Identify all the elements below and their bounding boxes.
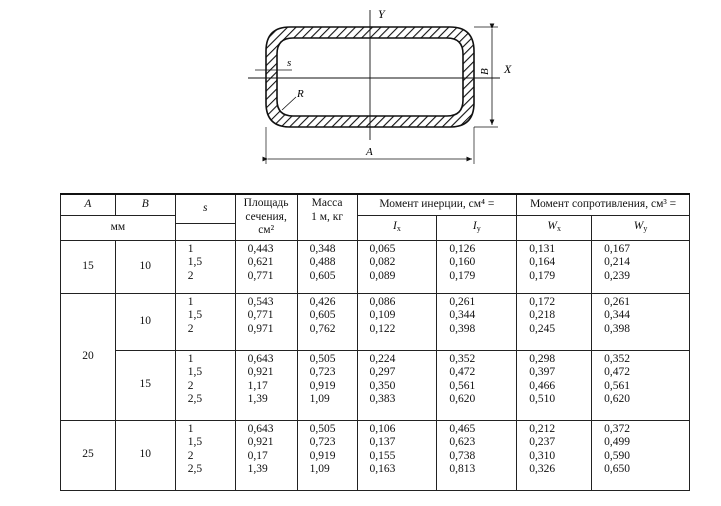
cell-b: 10 <box>115 420 175 490</box>
cell-iy: 0,126 0,160 0,179 <box>437 240 517 293</box>
cell-area: 0,643 0,921 0,17 1,39 <box>235 420 297 490</box>
cell-s: 1 1,5 2 2,5 <box>175 420 235 490</box>
cell-ix: 0,106 0,137 0,155 0,163 <box>357 420 437 490</box>
tube-specification-table <box>60 193 690 491</box>
header-resist: Момент сопротивления, см³ = <box>517 194 690 216</box>
cell-iy: 0,465 0,623 0,738 0,813 <box>437 420 517 490</box>
tube-cross-section-diagram <box>0 0 721 190</box>
s-label: s <box>287 57 292 69</box>
cell-wy: 0,167 0,214 0,239 <box>592 240 690 293</box>
cell-mass: 0,348 0,488 0,605 <box>297 240 357 293</box>
cell-area: 0,443 0,621 0,771 <box>235 240 297 293</box>
header-ix: $I_x$ <box>357 216 437 241</box>
cell-a-20: 20 <box>61 293 116 420</box>
cell-iy: 0,261 0,344 0,398 <box>437 293 517 350</box>
cell-mass: 0,426 0,605 0,762 <box>297 293 357 350</box>
cell-b: 15 <box>115 350 175 420</box>
cell-wy: 0,261 0,344 0,398 <box>592 293 690 350</box>
header-mass: Масса 1 м, кг <box>297 194 357 240</box>
cell-ix: 0,086 0,109 0,122 <box>357 293 437 350</box>
cell-a-15: 15 <box>61 240 116 293</box>
cell-mass: 0,505 0,723 0,919 1,09 <box>297 420 357 490</box>
header-inertia: Момент инерции, см⁴ = <box>357 194 517 216</box>
cell-s: 1 1,5 2 <box>175 293 235 350</box>
header-iy: $I_y$ <box>437 216 517 241</box>
cell-wy: 0,372 0,499 0,590 0,650 <box>592 420 690 490</box>
cell-iy: 0,352 0,472 0,561 0,620 <box>437 350 517 420</box>
header-b: B <box>115 194 175 216</box>
a-label: A <box>366 146 373 158</box>
cell-b: 10 <box>115 240 175 293</box>
header-mm: мм <box>61 216 176 241</box>
cell-wy: 0,352 0,472 0,561 0,620 <box>592 350 690 420</box>
header-wx: $W_x$ <box>517 216 592 241</box>
x-axis-label: X <box>504 62 512 76</box>
cell-a-25: 25 <box>61 420 116 490</box>
y-axis-label: Y <box>378 7 385 21</box>
cell-wx: 0,131 0,164 0,179 <box>517 240 592 293</box>
header-wy: $W_y$ <box>592 216 690 241</box>
cell-ix: 0,224 0,297 0,350 0,383 <box>357 350 437 420</box>
cell-s: 1 1,5 2 2,5 <box>175 350 235 420</box>
header-s: s <box>175 194 235 224</box>
cell-mass: 0,505 0,723 0,919 1,09 <box>297 350 357 420</box>
b-label: B <box>479 68 491 75</box>
cell-b: 10 <box>115 293 175 350</box>
cell-area: 0,643 0,921 1,17 1,39 <box>235 350 297 420</box>
cell-wx: 0,172 0,218 0,245 <box>517 293 592 350</box>
r-label: R <box>297 88 304 100</box>
r-leader-line <box>282 97 296 110</box>
header-area: Площадь сечения, см² <box>235 194 297 240</box>
header-a: A <box>61 194 116 216</box>
cell-wx: 0,212 0,237 0,310 0,326 <box>517 420 592 490</box>
cell-ix: 0,065 0,082 0,089 <box>357 240 437 293</box>
cell-wx: 0,298 0,397 0,466 0,510 <box>517 350 592 420</box>
cell-area: 0,543 0,771 0,971 <box>235 293 297 350</box>
cell-s: 1 1,5 2 <box>175 240 235 293</box>
